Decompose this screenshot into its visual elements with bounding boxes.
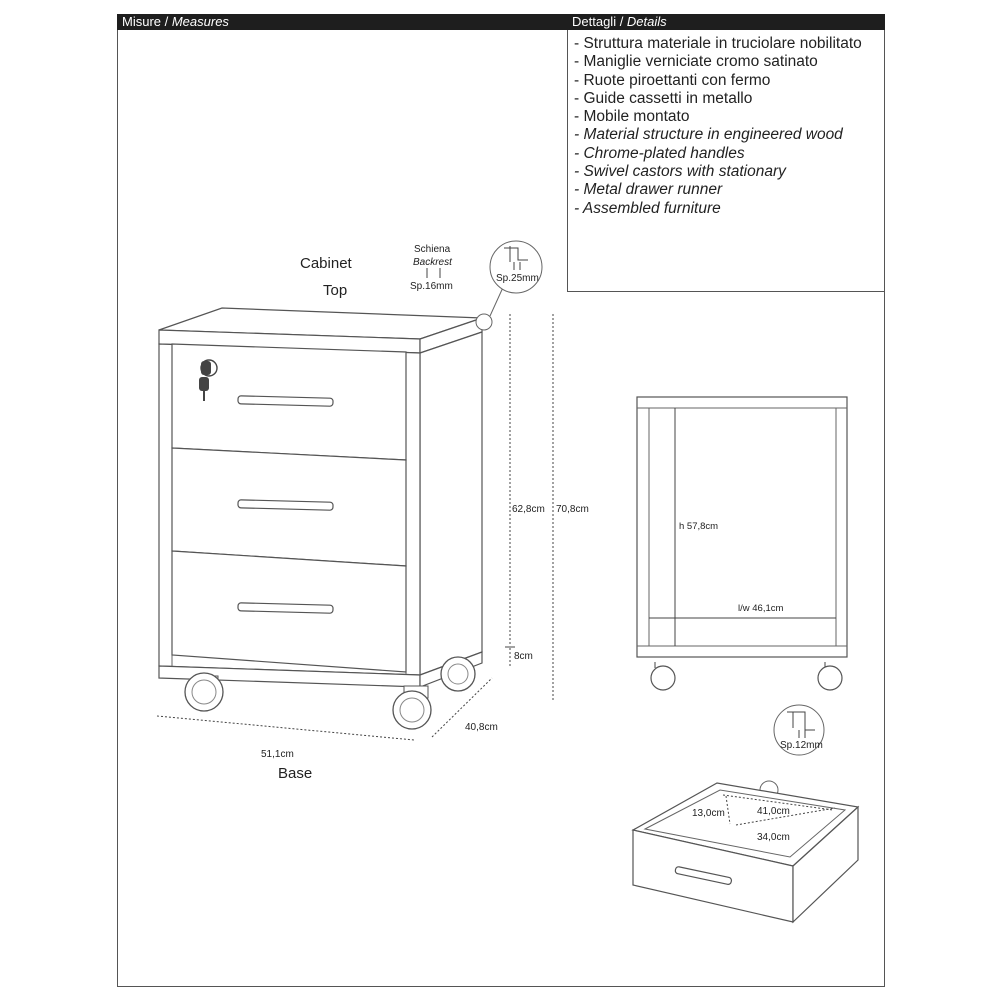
- dim-depth: 40,8cm: [465, 722, 498, 733]
- cabinet-label: Cabinet: [300, 255, 352, 272]
- details-header-it: Dettagli /: [572, 14, 627, 29]
- dim-drawer-height: 13,0cm: [692, 808, 725, 819]
- castor-front-right: [393, 686, 431, 729]
- detail-item: - Mobile montato: [574, 108, 690, 126]
- section-castor-left: [651, 666, 675, 690]
- dim-drawer-depth: 34,0cm: [757, 832, 790, 843]
- dim-width: 51,1cm: [261, 749, 294, 760]
- dim-inner-height: h 57,8cm: [679, 521, 719, 532]
- drawer-2-handle: [238, 500, 333, 510]
- detail-item: - Ruote piroettanti con fermo: [574, 71, 771, 89]
- detail-item: - Assembled furniture: [574, 199, 721, 217]
- backrest-label: Backrest: [413, 257, 452, 268]
- schiena-label: Schiena: [414, 244, 451, 255]
- backrest-thickness: Sp.16mm: [410, 281, 453, 292]
- details-header-en: Details: [626, 14, 667, 29]
- base-label: Base: [278, 765, 313, 782]
- dim-inner-width: l/w 46,1cm: [738, 603, 784, 614]
- detail-item: - Material structure in engineered wood: [574, 126, 843, 144]
- detail-item: - Chrome-plated handles: [574, 144, 745, 162]
- detail-item: - Guide cassetti in metallo: [574, 89, 753, 107]
- detail-item: - Struttura materiale in truciolare nobilitato: [574, 35, 862, 52]
- drawer-thickness: Sp.12mm: [780, 740, 823, 751]
- dim-castor-height: 8cm: [514, 651, 533, 662]
- backrest-callout: [410, 244, 453, 292]
- dim-height-body: 62,8cm: [512, 504, 545, 515]
- dim-drawer-width: 41,0cm: [757, 806, 790, 817]
- detail-item: - Swivel castors with stationary: [574, 163, 786, 181]
- measures-header-it: Misure /: [122, 14, 172, 29]
- detail-item: - Maniglie verniciate cromo satinato: [574, 53, 818, 71]
- drawer-1-handle: [238, 396, 333, 406]
- section-castor-right: [818, 666, 842, 690]
- drawer-detail-view: [633, 705, 858, 922]
- drawer-3-handle: [238, 603, 333, 613]
- top-thickness-callout: [490, 241, 542, 293]
- measures-header-en: Measures: [171, 14, 229, 29]
- top-detail-circle: [490, 241, 542, 293]
- dim-height-total: 70,8cm: [556, 504, 589, 515]
- cabinet-side-panel: [420, 332, 482, 675]
- inner-section-view: [637, 397, 847, 690]
- top-thickness: Sp.25mm: [496, 273, 539, 284]
- top-label: Top: [323, 282, 348, 299]
- detail-item: - Metal drawer runner: [574, 181, 723, 199]
- castor-front-left: [185, 673, 223, 711]
- castor-back-right: [441, 657, 475, 691]
- cabinet-drawing: [159, 283, 505, 729]
